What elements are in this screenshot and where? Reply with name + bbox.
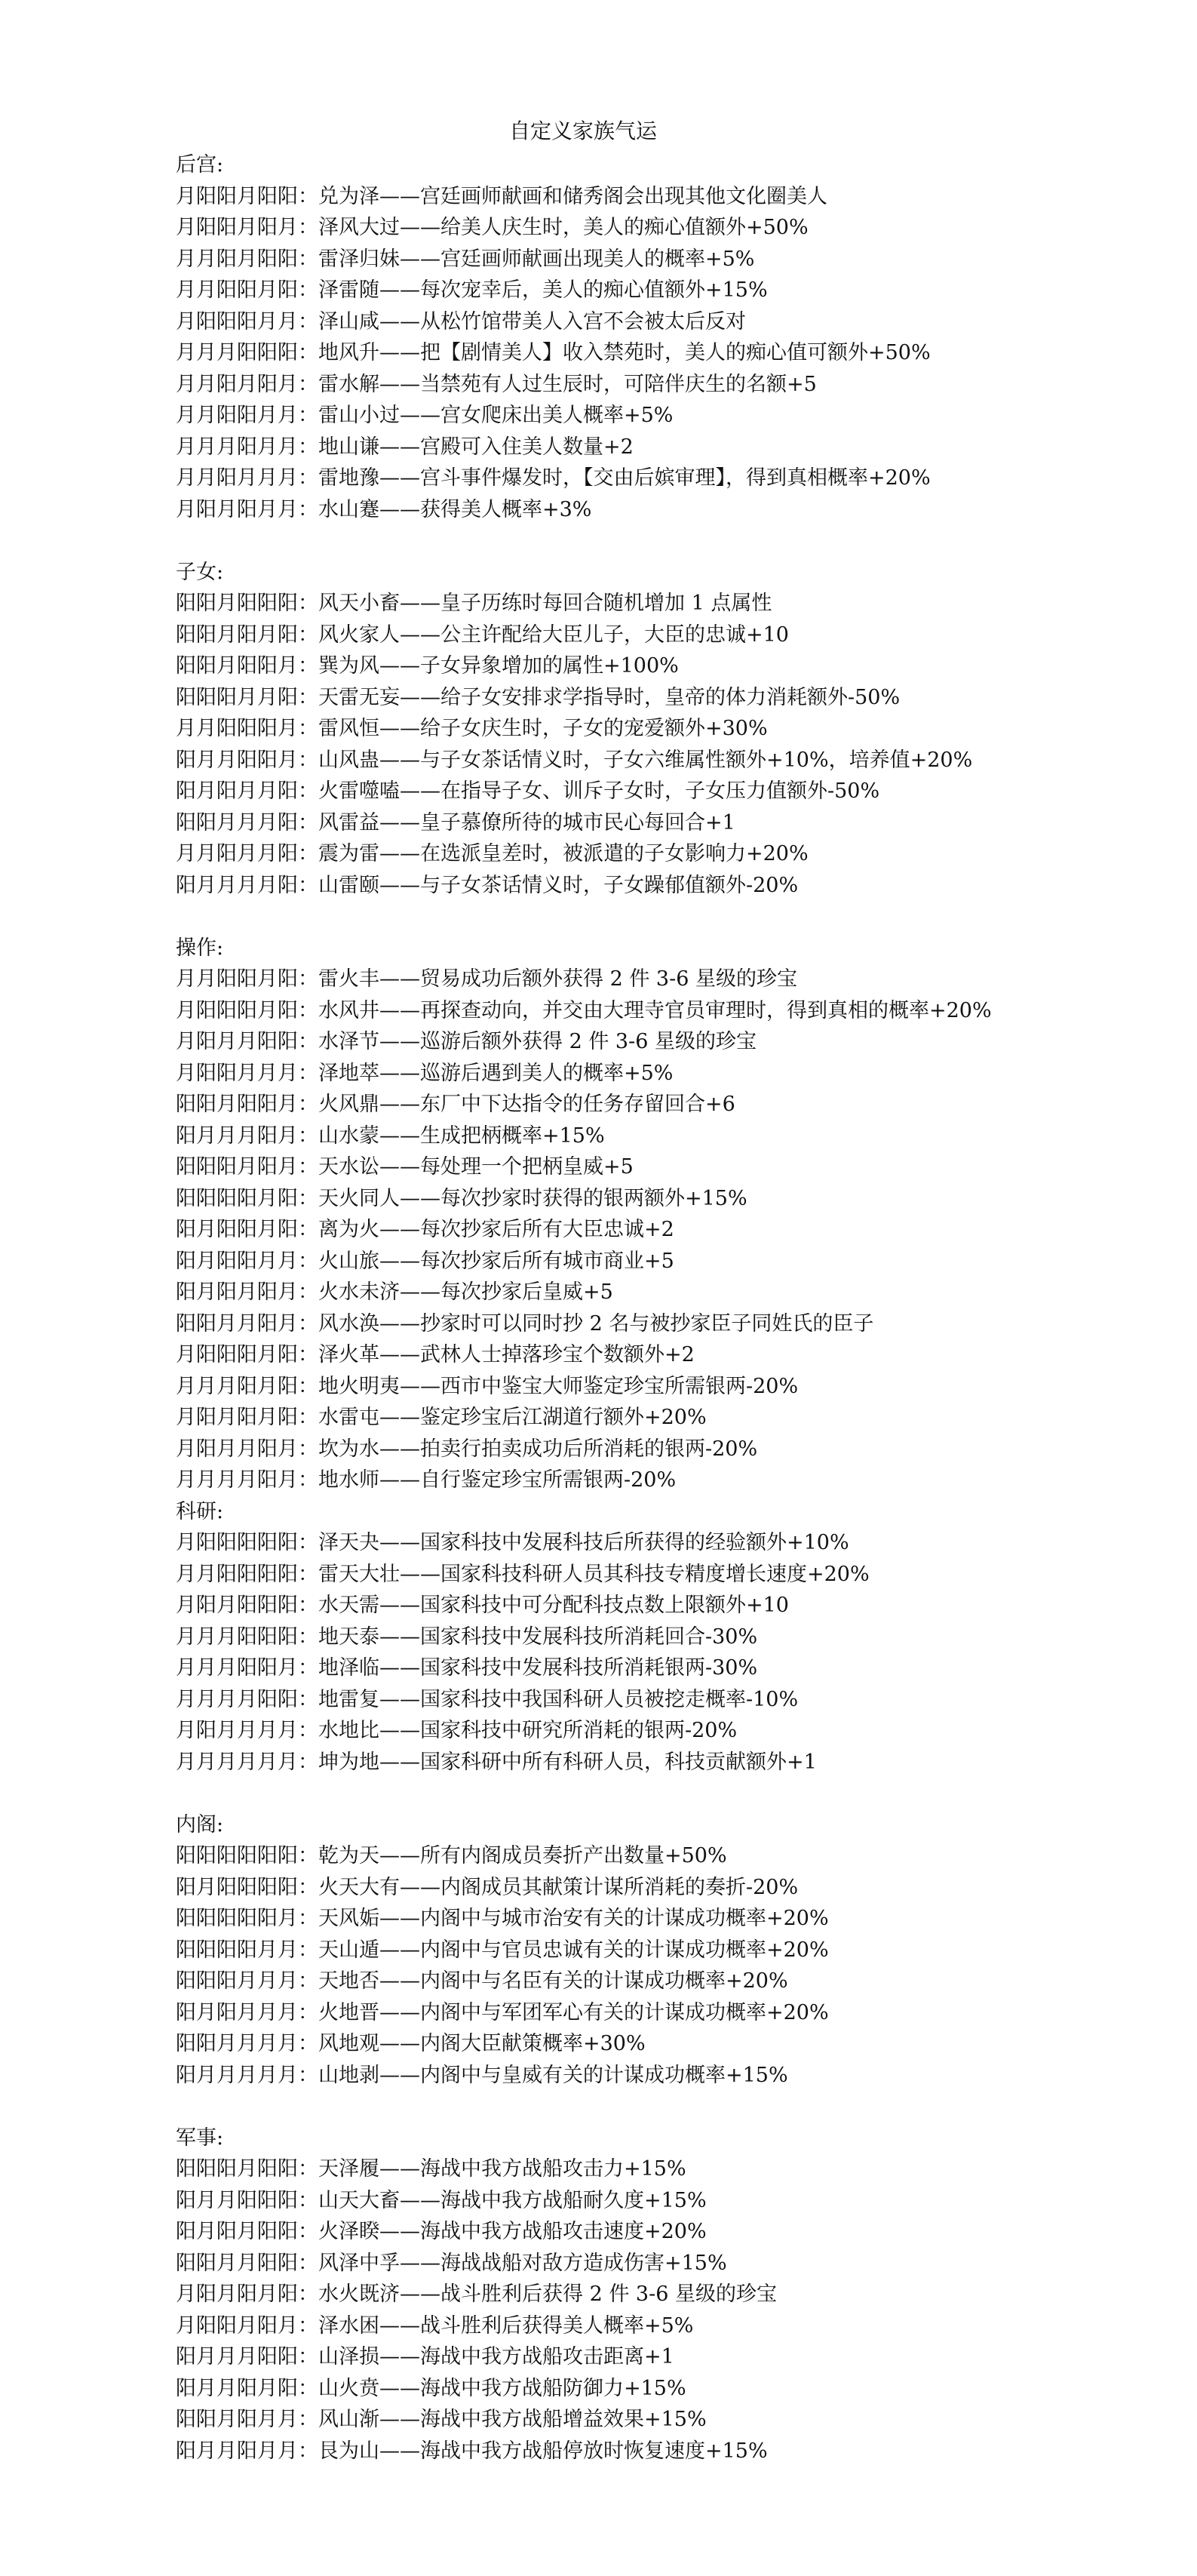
entry-line: 月月阳阳月阳：泽雷随——每次宠幸后，美人的痴心值额外+15% bbox=[176, 278, 768, 302]
section-spacer bbox=[176, 2091, 1036, 2123]
entry-line: 月阳月月阳阳：水泽节——巡游后额外获得 2 件 3-6 星级的珍宝 bbox=[176, 1030, 757, 1053]
entry-line: 阳月阳月阳月：火水未济——每次抄家后皇威+5 bbox=[176, 1280, 613, 1304]
entry-line: 月月月月月月：坤为地——国家科研中所有科研人员，科技贡献额外+1 bbox=[176, 1750, 817, 1774]
entry-line: 阳阳月月月月：风地观——内阁大臣献策概率+30% bbox=[176, 2032, 646, 2055]
entry-line: 阳阳月阳阳阳：风天小畜——皇子历练时每回合随机增加 1 点属性 bbox=[176, 592, 772, 615]
entry-line: 月月阳月阳月：雷水解——当禁苑有人过生辰时，可陪伴庆生的名额+5 bbox=[176, 372, 817, 396]
entry-line: 阳阳阳阳月阳：天火同人——每次抄家时获得的银两额外+15% bbox=[176, 1186, 747, 1210]
entry-line: 阳月月阳月阳：山火贲——海战中我方战船防御力+15% bbox=[176, 2376, 686, 2400]
entry-line: 月阳阳阳月月：泽山咸——从松竹馆带美人入宫不会被太后反对 bbox=[176, 309, 746, 334]
entry-line: 阳月月月月阳：山雷颐——与子女茶话情义时，子女躁郁值额外-20% bbox=[176, 873, 799, 897]
entry-line: 月阳月阳阳阳：水天需——国家科技中可分配科技点数上限额外+10 bbox=[176, 1594, 789, 1617]
entry-line: 月月月阳月阳：地火明夷——西市中鉴宝大师鉴定珍宝所需银两-20% bbox=[176, 1374, 799, 1398]
entry-line: 阳月月阳月月：艮为山——海战中我方战船停放时恢复速度+15% bbox=[176, 2439, 768, 2463]
entry-line: 阳月阳阳月月：火山旅——每次抄家后所有城市商业+5 bbox=[176, 1249, 674, 1273]
entry-line: 月月阳月阳阳：雷泽归妹——宫廷画师献画出现美人的概率+5% bbox=[176, 247, 755, 271]
entry-line: 阳阳月月阳阳：风泽中孚——海战战船对敌方造成伤害+15% bbox=[176, 2251, 727, 2275]
entry-line: 月月阳月月阳：震为雷——在选派皇差时，被派遣的子女影响力+20% bbox=[176, 842, 809, 865]
entry-line: 阳阳月阳阳月：火风鼎——东厂中下达指令的任务存留回合+6 bbox=[176, 1093, 735, 1116]
section-heading: 操作: bbox=[176, 936, 224, 960]
section bbox=[176, 1809, 1036, 2123]
entry-line: 月月阳阳阳月：雷风恒——给子女庆生时，子女的宠爱额外+30% bbox=[176, 717, 768, 740]
entry-line: 月月月月阳阳：地雷复——国家科技中我国科研人员被挖走概率-10% bbox=[176, 1687, 799, 1711]
entry-line: 阳阳月阳阳月：巽为风——子女异象增加的属性+100% bbox=[176, 654, 679, 678]
entry-line: 阳月月月月月：山地剥——内阁中与皇威有关的计谋成功概率+15% bbox=[176, 2063, 788, 2087]
entry-line: 月月阳阳阳阳：雷天大壮——国家科技科研人员其科技专精度增长速度+20% bbox=[176, 1562, 870, 1586]
entry-line: 阳阳月月阳月：风水涣——抄家时可以同时抄 2 名与被抄家臣子同姓氏的臣子 bbox=[176, 1311, 874, 1336]
entry-line: 月月阳月月月：雷地豫——宫斗事件爆发时，【交由后嫔审理】，得到真相概率+20% bbox=[176, 466, 931, 490]
entry-line: 月阳阳月月月：泽地萃——巡游后遇到美人的概率+5% bbox=[176, 1061, 674, 1085]
entry-line: 阳月月阳阳月：山风蛊——与子女茶话情义时，子女六维属性额外+10%，培养值+20% bbox=[176, 748, 973, 772]
entry-line: 阳阳阳月阳阳：天泽履——海战中我方战船攻击力+15% bbox=[176, 2157, 686, 2181]
sections-container bbox=[176, 149, 1036, 2467]
entry-line: 月阳月月月月：水地比——国家科技中研究所消耗的银两-20% bbox=[176, 1719, 738, 1742]
entry-line: 阳月阳阳月阳：离为火——每次抄家后所有大臣忠诚+2 bbox=[176, 1218, 674, 1241]
entry-line: 月阳月阳月阳：水雷屯——鉴定珍宝后江湖道行额外+20% bbox=[176, 1406, 707, 1429]
entry-line: 阳阳阳阳阳阳：乾为天——所有内阁成员奏折产出数量+50% bbox=[176, 1844, 727, 1867]
entry-line: 阳月月月阳阳：山泽损——海战中我方战船攻击距离+1 bbox=[176, 2345, 674, 2369]
entry-line: 阳阳阳月阳月：天水讼——每处理一个把柄皇威+5 bbox=[176, 1155, 634, 1179]
entry-line: 月阳阳阳月阳：泽火革——武林人士掉落珍宝个数额外+2 bbox=[176, 1343, 695, 1366]
section bbox=[176, 1496, 1036, 1809]
entry-line: 阳阳月阳月阳：风火家人——公主许配给大臣儿子，大臣的忠诚+10 bbox=[176, 622, 789, 647]
section bbox=[176, 2123, 1036, 2467]
section-heading: 子女: bbox=[176, 560, 224, 584]
entry-line: 月月月月阳月：地水师——自行鉴定珍宝所需银两-20% bbox=[176, 1468, 677, 1492]
entry-line: 月月月阳月月：地山谦——宫殿可入住美人数量+2 bbox=[176, 435, 634, 459]
document-title: 自定义家族气运 bbox=[508, 118, 657, 143]
entry-line: 月月月阳阳阳：地天泰——国家科技中发展科技所消耗回合-30% bbox=[176, 1625, 758, 1649]
entry-line: 阳阳阳月月月：天地否——内阁中与名臣有关的计谋成功概率+20% bbox=[176, 1969, 788, 1993]
section-heading: 军事: bbox=[176, 2126, 224, 2150]
entry-line: 月阳月月阳月：坎为水——拍卖行拍卖成功后所消耗的银两-20% bbox=[176, 1437, 758, 1461]
entry-line: 月阳阳阳月阳：水风井——再探查动向，并交由大理寺官员审理时，得到真相的概率+20% bbox=[176, 998, 992, 1022]
entry-line: 阳月阳阳阳阳：火天大有——内阁成员其献策计谋所消耗的奏折-20% bbox=[176, 1875, 799, 1899]
section-heading: 科研: bbox=[176, 1499, 224, 1523]
entry-line: 阳阳月阳月月：风山渐——海战中我方战船增益效果+15% bbox=[176, 2408, 707, 2431]
document bbox=[176, 113, 1036, 2467]
entry-line: 月阳月阳月月：水山蹇——获得美人概率+3% bbox=[176, 497, 592, 521]
entry-line: 月阳阳阳阳阳：泽天夬——国家科技中发展科技后所获得的经验额外+10% bbox=[176, 1531, 849, 1554]
entry-line: 月阳阳月阳阳：兑为泽——宫廷画师献画和储秀阁会出现其他文化圈美人 bbox=[176, 184, 827, 208]
section-heading: 后宫: bbox=[176, 153, 224, 177]
entry-line: 阳阳月月月阳：风雷益——皇子慕僚所待的城市民心每回合+1 bbox=[176, 810, 735, 835]
section bbox=[176, 933, 1036, 1496]
entry-line: 阳阳阳阳月月：天山遁——内阁中与官员忠诚有关的计谋成功概率+20% bbox=[176, 1938, 829, 1962]
entry-line: 阳月月阳阳阳：山天大畜——海战中我方战船耐久度+15% bbox=[176, 2188, 707, 2212]
entry-line: 阳阳阳月月阳：天雷无妄——给子女安排求学指导时，皇帝的体力消耗额外-50% bbox=[176, 685, 901, 709]
section bbox=[176, 149, 1036, 557]
section-heading: 内阁: bbox=[176, 1812, 224, 1837]
entry-line: 月月月阳阳阳：地风升——把【剧情美人】收入禁苑时，美人的痴心值可额外+50% bbox=[176, 341, 931, 364]
section-spacer bbox=[176, 1778, 1036, 1809]
entry-line: 月月阳阳月月：雷山小过——宫女爬床出美人概率+5% bbox=[176, 404, 674, 427]
section bbox=[176, 557, 1036, 933]
entry-line: 月阳阳月阳月：泽风大过——给美人庆生时，美人的痴心值额外+50% bbox=[176, 216, 809, 239]
entry-line: 月月阳阳月阳：雷火丰——贸易成功后额外获得 2 件 3-6 星级的珍宝 bbox=[176, 967, 797, 991]
entry-line: 阳月阳月月月：火地晋——内阁中与军团军心有关的计谋成功概率+20% bbox=[176, 2000, 829, 2024]
entry-line: 阳月月月阳月：山水蒙——生成把柄概率+15% bbox=[176, 1124, 605, 1148]
entry-line: 阳阳阳阳阳月：天风姤——内阁中与城市治安有关的计谋成功概率+20% bbox=[176, 1907, 829, 1930]
section-spacer bbox=[176, 901, 1036, 933]
entry-line: 月阳阳月阳月：泽水困——战斗胜利后获得美人概率+5% bbox=[176, 2313, 694, 2338]
section-spacer bbox=[176, 525, 1036, 557]
entry-line: 月阳月阳月阳：水火既济——战斗胜利后获得 2 件 3-6 星级的珍宝 bbox=[176, 2282, 777, 2306]
entry-line: 月月月阳阳月：地泽临——国家科技中发展科技所消耗银两-30% bbox=[176, 1656, 758, 1680]
entry-line: 阳月阳月月阳：火雷噬嗑——在指导子女、训斥子女时，子女压力值额外-50% bbox=[176, 779, 880, 803]
entry-line: 阳月阳月阳阳：火泽睽——海战中我方战船攻击速度+20% bbox=[176, 2220, 707, 2243]
